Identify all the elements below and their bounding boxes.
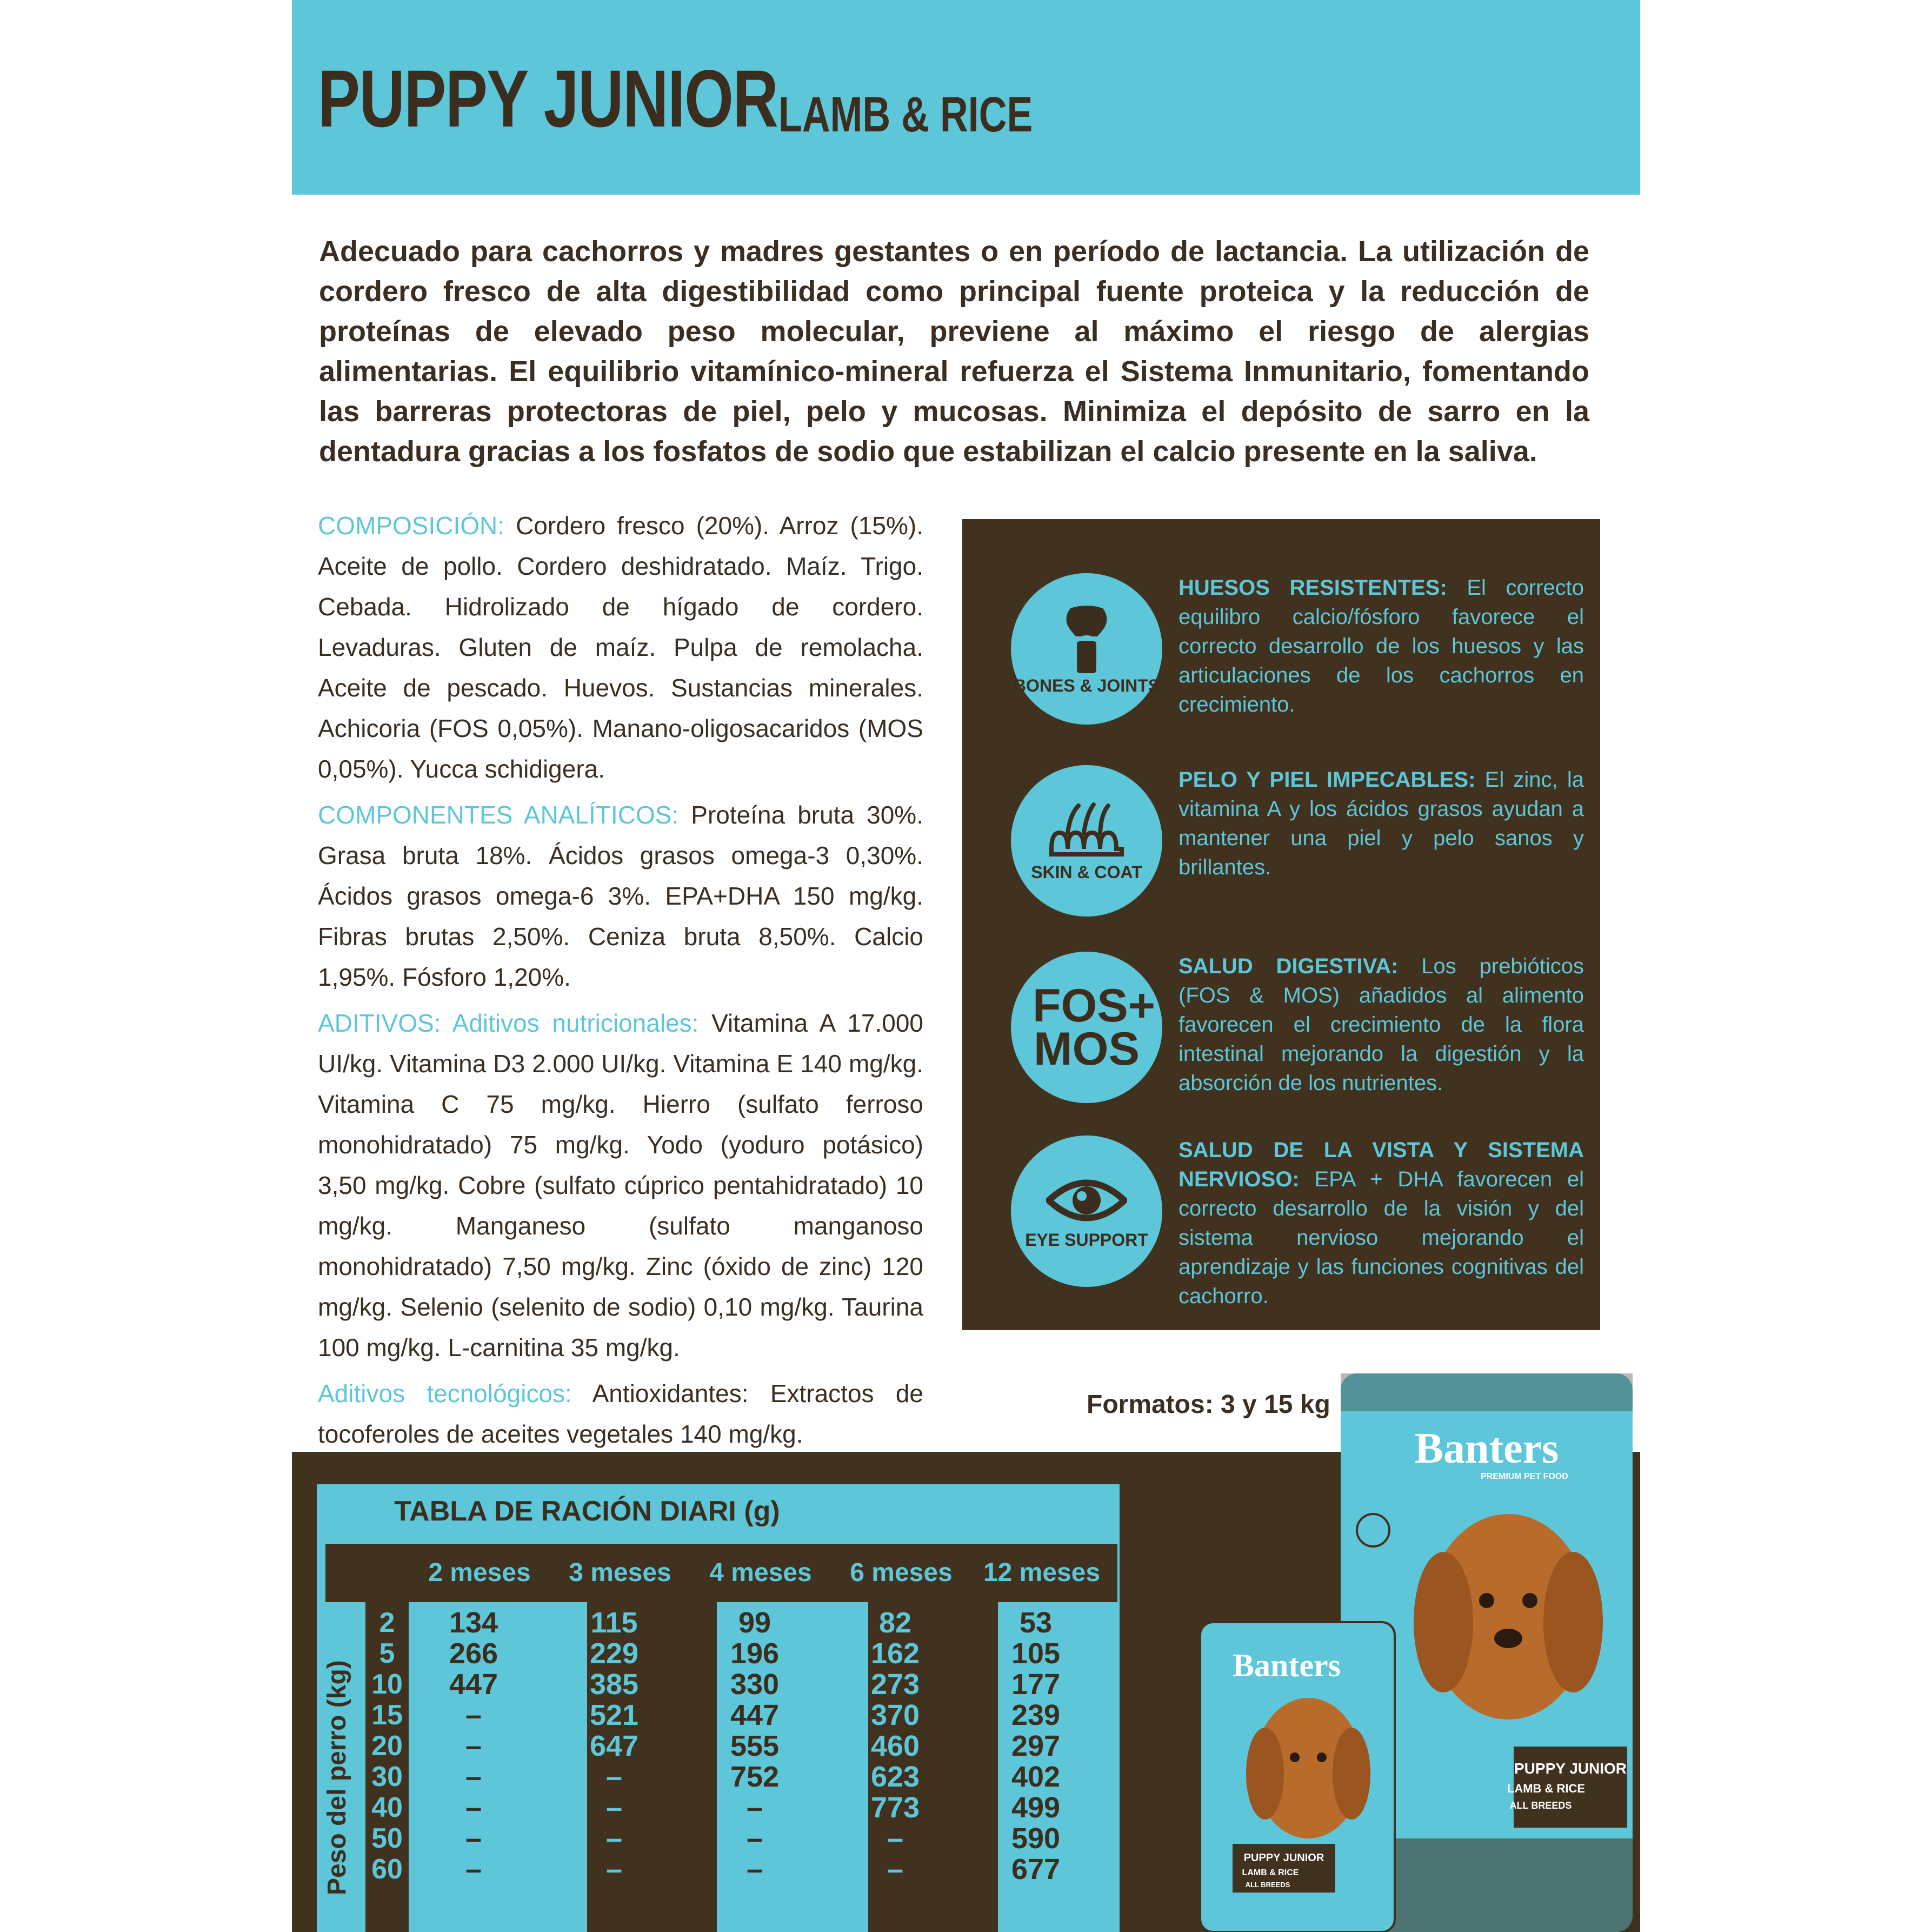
composition-text: Cordero fresco (20%). Arroz (15%). Aceite de pollo. Cordero deshidratado. Maíz. Trigo. Cebada. Hidrolizado de hígado de cordero. Levaduras. Gluten de maíz. Pulpa de remolacha. Aceite de pescado. Huevos. Sustancias minerales. Achicoria (FOS 0,05%). Manano-oligosacaridos (MOS 0,05%). Yucca schidigera. xyxy=(318,512,923,783)
benefit-bones xyxy=(962,573,1600,752)
bones-desc: El correcto equilibro calcio/fósforo favorece el correcto desarrollo de los huesos y las articulaciones de los cachorros en crecimiento. xyxy=(1178,576,1584,716)
large-bag-brand: Banters xyxy=(1414,1425,1559,1472)
ration-cell: 134 xyxy=(449,1606,498,1639)
ration-cell: 330 xyxy=(730,1668,780,1701)
benefits-panel xyxy=(962,519,1600,1330)
weight-value: 40 xyxy=(371,1792,403,1823)
large-bag-range: ALL BREEDS xyxy=(1509,1800,1572,1811)
ration-cell: 752 xyxy=(730,1761,780,1793)
ration-cell: 623 xyxy=(870,1761,920,1793)
eye-title: SALUD DE LA VISTA Y SISTEMA NERVIOSO: xyxy=(1178,1138,1584,1191)
ration-cell: 773 xyxy=(870,1791,920,1824)
eye-support-badge xyxy=(1011,1136,1162,1287)
bones-text xyxy=(1178,573,1584,719)
ration-cell: 229 xyxy=(589,1637,639,1670)
digestive-title: SALUD DIGESTIVA: xyxy=(1178,954,1399,978)
weight-value: 15 xyxy=(371,1699,403,1731)
ration-cell: – xyxy=(605,1822,623,1855)
ration-cell: 499 xyxy=(1011,1791,1061,1824)
ration-cell: – xyxy=(746,1791,763,1824)
composition-section xyxy=(318,506,923,789)
additives-section xyxy=(318,1003,923,1368)
eye-icon xyxy=(1046,1173,1127,1227)
weight-value: 30 xyxy=(371,1761,403,1792)
benefit-digestive xyxy=(962,952,1600,1130)
skin-badge-label: SKIN & COAT xyxy=(1031,862,1142,882)
ration-cell: – xyxy=(605,1791,623,1824)
digestive-text xyxy=(1178,952,1584,1098)
month-header-row xyxy=(325,1544,1117,1602)
prebiotic-icon: FOS+ MOS xyxy=(1033,980,1156,1075)
fos-mos-badge xyxy=(1011,952,1162,1103)
tech-additives-label: Aditivos tecnológicos: xyxy=(318,1379,572,1407)
weight-axis-label: Peso del perro (kg) xyxy=(323,1660,351,1895)
ration-cell: 297 xyxy=(1011,1730,1061,1762)
ration-cell: 460 xyxy=(870,1730,920,1762)
header-band xyxy=(292,0,1640,195)
ration-cell: 105 xyxy=(1011,1637,1061,1670)
skin-text xyxy=(1178,765,1584,882)
ration-cell: 521 xyxy=(589,1699,639,1731)
month-header: 12 meses xyxy=(983,1558,1101,1587)
large-bag-name: PUPPY JUNIOR xyxy=(1514,1760,1627,1777)
ration-cell: – xyxy=(887,1853,904,1885)
weight-value: 50 xyxy=(371,1823,403,1854)
analytical-label: COMPONENTES ANALÍTICOS: xyxy=(318,801,679,829)
skin-coat-badge xyxy=(1011,765,1162,917)
additives-text: Vitamina A 17.000 UI/kg. Vitamina D3 2.000 UI/kg. Vitamina E 140 mg/kg. Vitamina C 75 mg/kg. Hierro (sulfato ferroso monohidratado) 75 mg/kg. Yodo (yoduro potásico) 3,50 mg/kg. Cobre (sulfato cúprico pentahidratado) 10 mg/kg. Manganeso (sulfato manganoso monohidratado) 7,50 mg/kg. Zinc (óxido de zinc) 120 mg/kg. Selenio (selenito de sodio) 0,10 mg/kg. Taurina 100 mg/kg. L-carnitina 35 mg/kg. xyxy=(318,1009,923,1362)
additives-label: ADITIVOS: Aditivos nutricionales: xyxy=(318,1009,699,1037)
weight-value: 60 xyxy=(371,1854,403,1885)
ration-cell: – xyxy=(465,1761,482,1793)
ration-cell: 677 xyxy=(1011,1853,1061,1885)
ration-cell: 590 xyxy=(1011,1822,1061,1855)
ration-cell: 266 xyxy=(449,1637,498,1670)
ration-cell: – xyxy=(465,1730,482,1762)
bones-badge-label: BONES & JOINTS xyxy=(1013,676,1160,695)
benefit-skin xyxy=(962,765,1600,944)
weight-value: 5 xyxy=(379,1638,395,1669)
ration-cell: – xyxy=(887,1822,904,1855)
ration-cell: 162 xyxy=(870,1637,920,1670)
tech-additives-section xyxy=(318,1373,923,1455)
ration-cell: 385 xyxy=(589,1668,639,1701)
intro-paragraph: Adecuado para cachorros y madres gestantes o en período de lactancia. La utilización de cordero fresco de alta digestibilidad como principal fuente proteica y la reducción de proteínas de elevado peso molecular, previene al máximo el riesgo de alergias alimentarias. El equilibrio vitamínico-mineral refuerza el Sistema Inmunitario, fomentando las barreras protectoras de piel, pelo y mucosas. Minimiza el depósito de sarro en la dentadura gracias a los fosfatos de sodio que estabilizan el calcio presente en la saliva. xyxy=(319,235,1589,468)
composition-label: COMPOSICIÓN: xyxy=(318,512,505,540)
ration-cell: 53 xyxy=(1019,1606,1053,1639)
small-bag-variant: LAMB & RICE xyxy=(1242,1868,1299,1877)
eye-text xyxy=(1178,1136,1584,1311)
ration-cell: 647 xyxy=(589,1730,639,1762)
hair-follicle-icon xyxy=(1046,800,1127,860)
bone-joint-icon xyxy=(1054,603,1119,673)
formats-label: Formatos: 3 y 15 kg xyxy=(1087,1390,1330,1419)
weight-value: 20 xyxy=(371,1730,403,1762)
composition-column xyxy=(318,506,923,1460)
analytical-text: Proteína bruta 30%. Grasa bruta 18%. Ácidos grasos omega-3 0,30%. Ácidos grasos omega-6 3%. EPA+DHA 150 mg/kg. Fibras brutas 2,50%. Ceniza bruta 8,50%. Calcio 1,95%. Fósforo 1,20%. xyxy=(318,801,923,991)
large-bag-tagline: PREMIUM PET FOOD xyxy=(1481,1472,1568,1481)
product-title: PUPPY JUNIOR xyxy=(318,53,778,144)
month-header: 4 meses xyxy=(709,1558,812,1587)
analytical-section xyxy=(318,795,923,998)
ration-cell: – xyxy=(465,1791,482,1824)
ration-cell: – xyxy=(465,1853,482,1885)
benefit-eye xyxy=(962,1136,1600,1314)
ration-cell: 177 xyxy=(1011,1668,1061,1701)
small-bag-name: PUPPY JUNIOR xyxy=(1243,1852,1324,1864)
ration-cell: – xyxy=(746,1853,763,1885)
skin-title: PELO Y PIEL IMPECABLES: xyxy=(1178,768,1476,792)
ration-cell: 447 xyxy=(730,1699,780,1731)
month-header: 3 meses xyxy=(569,1558,671,1587)
ration-cell: 99 xyxy=(738,1606,771,1639)
ration-cell: – xyxy=(746,1822,763,1855)
product-bags-image xyxy=(1200,1368,1643,1932)
small-bag-brand: Banters xyxy=(1233,1648,1341,1683)
ration-table-title: TABLA DE RACIÓN DIARI (g) xyxy=(394,1496,780,1527)
month-header: 6 meses xyxy=(850,1558,953,1587)
ration-cell: 447 xyxy=(449,1668,498,1701)
ration-cell: – xyxy=(465,1699,482,1731)
ration-cell: – xyxy=(605,1761,623,1793)
weight-value: 10 xyxy=(371,1669,403,1700)
tech-additives-text: Antioxidantes: Extractos de tocoferoles de aceites vegetales 140 mg/kg. xyxy=(318,1379,923,1448)
ration-cell: 402 xyxy=(1011,1761,1061,1793)
ration-cell: 555 xyxy=(730,1730,780,1762)
eye-badge-label: EYE SUPPORT xyxy=(1025,1230,1148,1250)
large-bag-variant: LAMB & RICE xyxy=(1507,1782,1586,1795)
ration-cell: 370 xyxy=(870,1699,920,1731)
ration-cell: 273 xyxy=(870,1668,920,1701)
digestive-desc: Los prebióticos (FOS & MOS) añadidos al alimento favorecen el crecimiento de la flora intestinal mejorando la digestión y la absorción de los nutrientes. xyxy=(1178,954,1584,1095)
ration-cell: 196 xyxy=(730,1637,780,1670)
eye-desc: EPA + DHA favorecen el correcto desarrollo de la visión y del sistema nervioso mejorando el aprendizaje y las funciones cognitivas del cachorro. xyxy=(1178,1167,1584,1308)
ration-cell: – xyxy=(605,1853,623,1885)
ration-cell: – xyxy=(465,1822,482,1855)
ration-cell: 115 xyxy=(590,1606,638,1639)
ration-cell: 239 xyxy=(1011,1699,1061,1731)
bones-title: HUESOS RESISTENTES: xyxy=(1178,576,1447,600)
ration-cell: 82 xyxy=(878,1606,912,1639)
skin-desc: El zinc, la vitamina A y los ácidos grasos ayudan a mantener una piel y pelo sanos y brillantes. xyxy=(1178,768,1584,879)
weight-value: 2 xyxy=(379,1607,395,1638)
product-subtitle: LAMB & RICE xyxy=(778,87,1033,142)
month-header: 2 meses xyxy=(428,1558,531,1587)
bones-joints-badge xyxy=(1011,573,1162,725)
small-bag-range: ALL BREEDS xyxy=(1245,1881,1290,1889)
ration-table xyxy=(317,1484,1120,1932)
